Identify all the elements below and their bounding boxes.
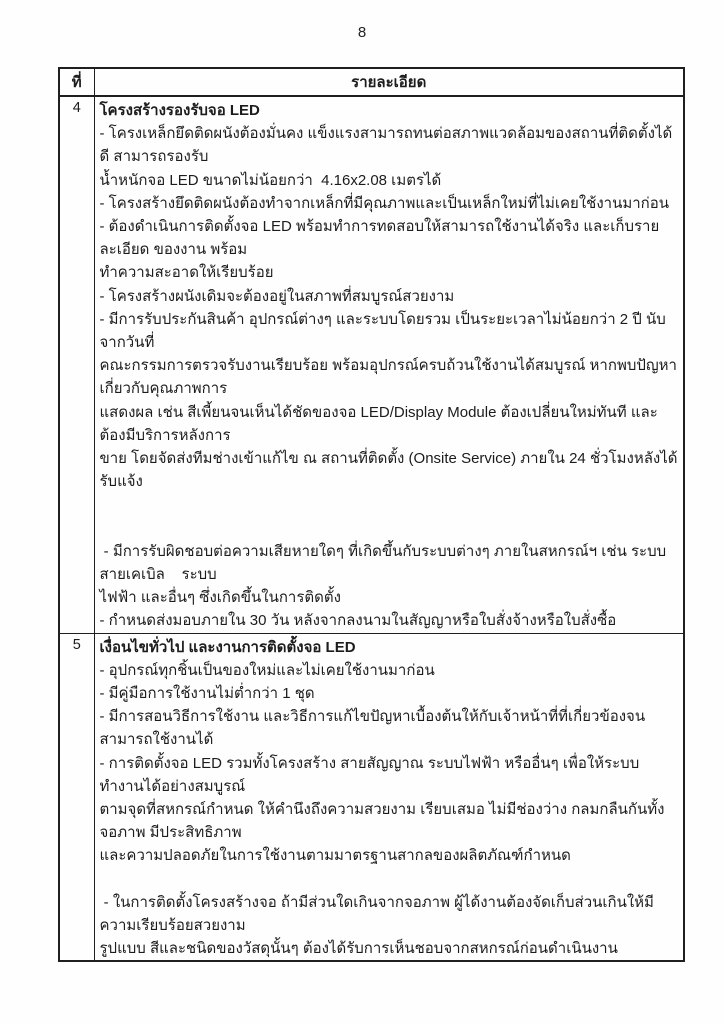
table-row-4 — [59, 96, 684, 633]
text-line: แสดงผล เช่น สีเพี้ยนจนเห็นได้ชัดของจอ LED/Display Module ต้องเปลี่ยนใหม่ทันที และต้องมีบริการหลังการ — [99, 403, 658, 444]
table-header-row — [59, 68, 684, 96]
text-line: - การติดตั้งจอ LED รวมทั้งโครงสร้าง สายสัญญาณ ระบบไฟฟ้า หรืออื่นๆ เพื่อให้ระบบทำงานได้อย่างสมบูรณ์ — [99, 754, 640, 795]
text-line — [100, 517, 679, 540]
row-5-lines — [100, 659, 679, 961]
row-5-number: 5 — [59, 633, 94, 961]
row-4-lines — [100, 122, 679, 632]
row-4-number: 4 — [59, 96, 94, 633]
text-line: ทำความสะอาดให้เรียบร้อย — [99, 264, 274, 282]
text-line: - มีการรับประกันสินค้า อุปกรณ์ต่างๆ และระบบโดยรวม เป็นระยะเวลาไม่น้อยกว่า 2 ปี นับจากวันที่ — [99, 310, 666, 352]
row-5-details — [94, 633, 684, 961]
row-4-details — [94, 96, 684, 633]
text-line: รูปแบบ สีและชนิดของวัสดุนั้นๆ ต้องได้รับการเห็นชอบจากสหกรณ์ก่อนดำเนินงาน — [99, 940, 618, 958]
table-row-5 — [59, 633, 684, 961]
text-line: - โครงสร้างยึดติดผนังต้องทำจากเหล็กที่มีคุณภาพและเป็นเหล็กใหม่ที่ไม่เคยใช้งานมาก่อน — [99, 194, 670, 212]
text-line: ตามจุดที่สหกรณ์กำหนด ให้คำนึงถึงความสวยงาม เรียบเสมอ ไม่มีช่องว่าง กลมกลืนกันทั้งจอภาพ มีประสิทธิภาพ — [99, 801, 665, 842]
header-cell-details: รายละเอียด — [94, 68, 684, 96]
text-line: น้ำหนักจอ LED ขนาดไม่น้อยกว่า 4.16x2.08 เมตรได้ — [99, 171, 442, 189]
text-line: - มีการรับผิดชอบต่อความเสียหายใดๆ ที่เกิดขึ้นกับระบบต่างๆ ภายในสหกรณ์ฯ เช่น ระบบสายเคเบิล ระบบ — [99, 542, 667, 584]
text-line: - มีคู่มือการใช้งานไม่ต่ำกว่า 1 ชุด — [99, 685, 315, 703]
header-cell-no: ที่ — [59, 68, 94, 96]
text-line — [100, 868, 679, 891]
text-line: - กำหนดส่งมอบภายใน 30 วัน หลังจากลงนามในสัญญาหรือใบสั่งจ้างหรือใบสั่งซื้อ — [99, 612, 617, 630]
text-line: - โครงสร้างผนังเดิมจะต้องอยู่ในสภาพที่สมบูรณ์สวยงาม — [99, 287, 455, 305]
text-line: - โครงเหล็กยึดติดผนังต้องมั่นคง แข็งแรงสามารถทนต่อสภาพแวดล้อมของสถานที่ติดตั้งได้ดี สามารถรองรับ — [99, 125, 673, 166]
row-5-title: เงื่อนไขทั่วไป และงานการติดตั้งจอ LED — [99, 638, 356, 656]
text-line: - ในการติดตั้งโครงสร้างจอ ถ้ามีส่วนใดเกินจากจอภาพ ผู้ได้งานต้องจัดเก็บส่วนเกินให้มีความเรียบร้อยสวยงาม — [99, 893, 654, 935]
text-line: ขาย โดยจัดส่งทีมช่างเข้าแก้ไข ณ สถานที่ติดตั้ง (Onsite Service) ภายใน 24 ชั่วโมงหลังได้รับแจ้ง — [99, 450, 678, 491]
text-line — [100, 493, 679, 516]
page-number: 8 — [357, 24, 367, 41]
text-line: คณะกรรมการตรวจรับงานเรียบร้อย พร้อมอุปกรณ์ครบถ้วนใช้งานได้สมบูรณ์ หากพบปัญหาเกี่ยวกับคุณภาพการ — [99, 357, 677, 398]
text-line: - อุปกรณ์ทุกชิ้นเป็นของใหม่และไม่เคยใช้งานมาก่อน — [99, 661, 435, 679]
row-4-title: โครงสร้างรองรับจอ LED — [99, 102, 260, 119]
text-line: - ต้องดำเนินการติดตั้งจอ LED พร้อมทำการทดสอบให้สามารถใช้งานได้จริง และเก็บรายละเอียด ของงาน พร้อม — [99, 218, 660, 259]
text-line: - มีการสอนวิธีการใช้งาน และวิธีการแก้ไขปัญหาเบื้องต้นให้กับเจ้าหน้าที่ที่เกี่ยวข้องจนสามารถใช้งานได้ — [99, 708, 646, 749]
specification-table — [58, 67, 685, 962]
text-line: ไฟฟ้า และอื่นๆ ซึ่งเกิดขึ้นในการติดตั้ง — [99, 589, 341, 607]
text-line: และความปลอดภัยในการใช้งานตามมาตรฐานสากลของผลิตภัณฑ์กำหนด — [99, 847, 571, 865]
